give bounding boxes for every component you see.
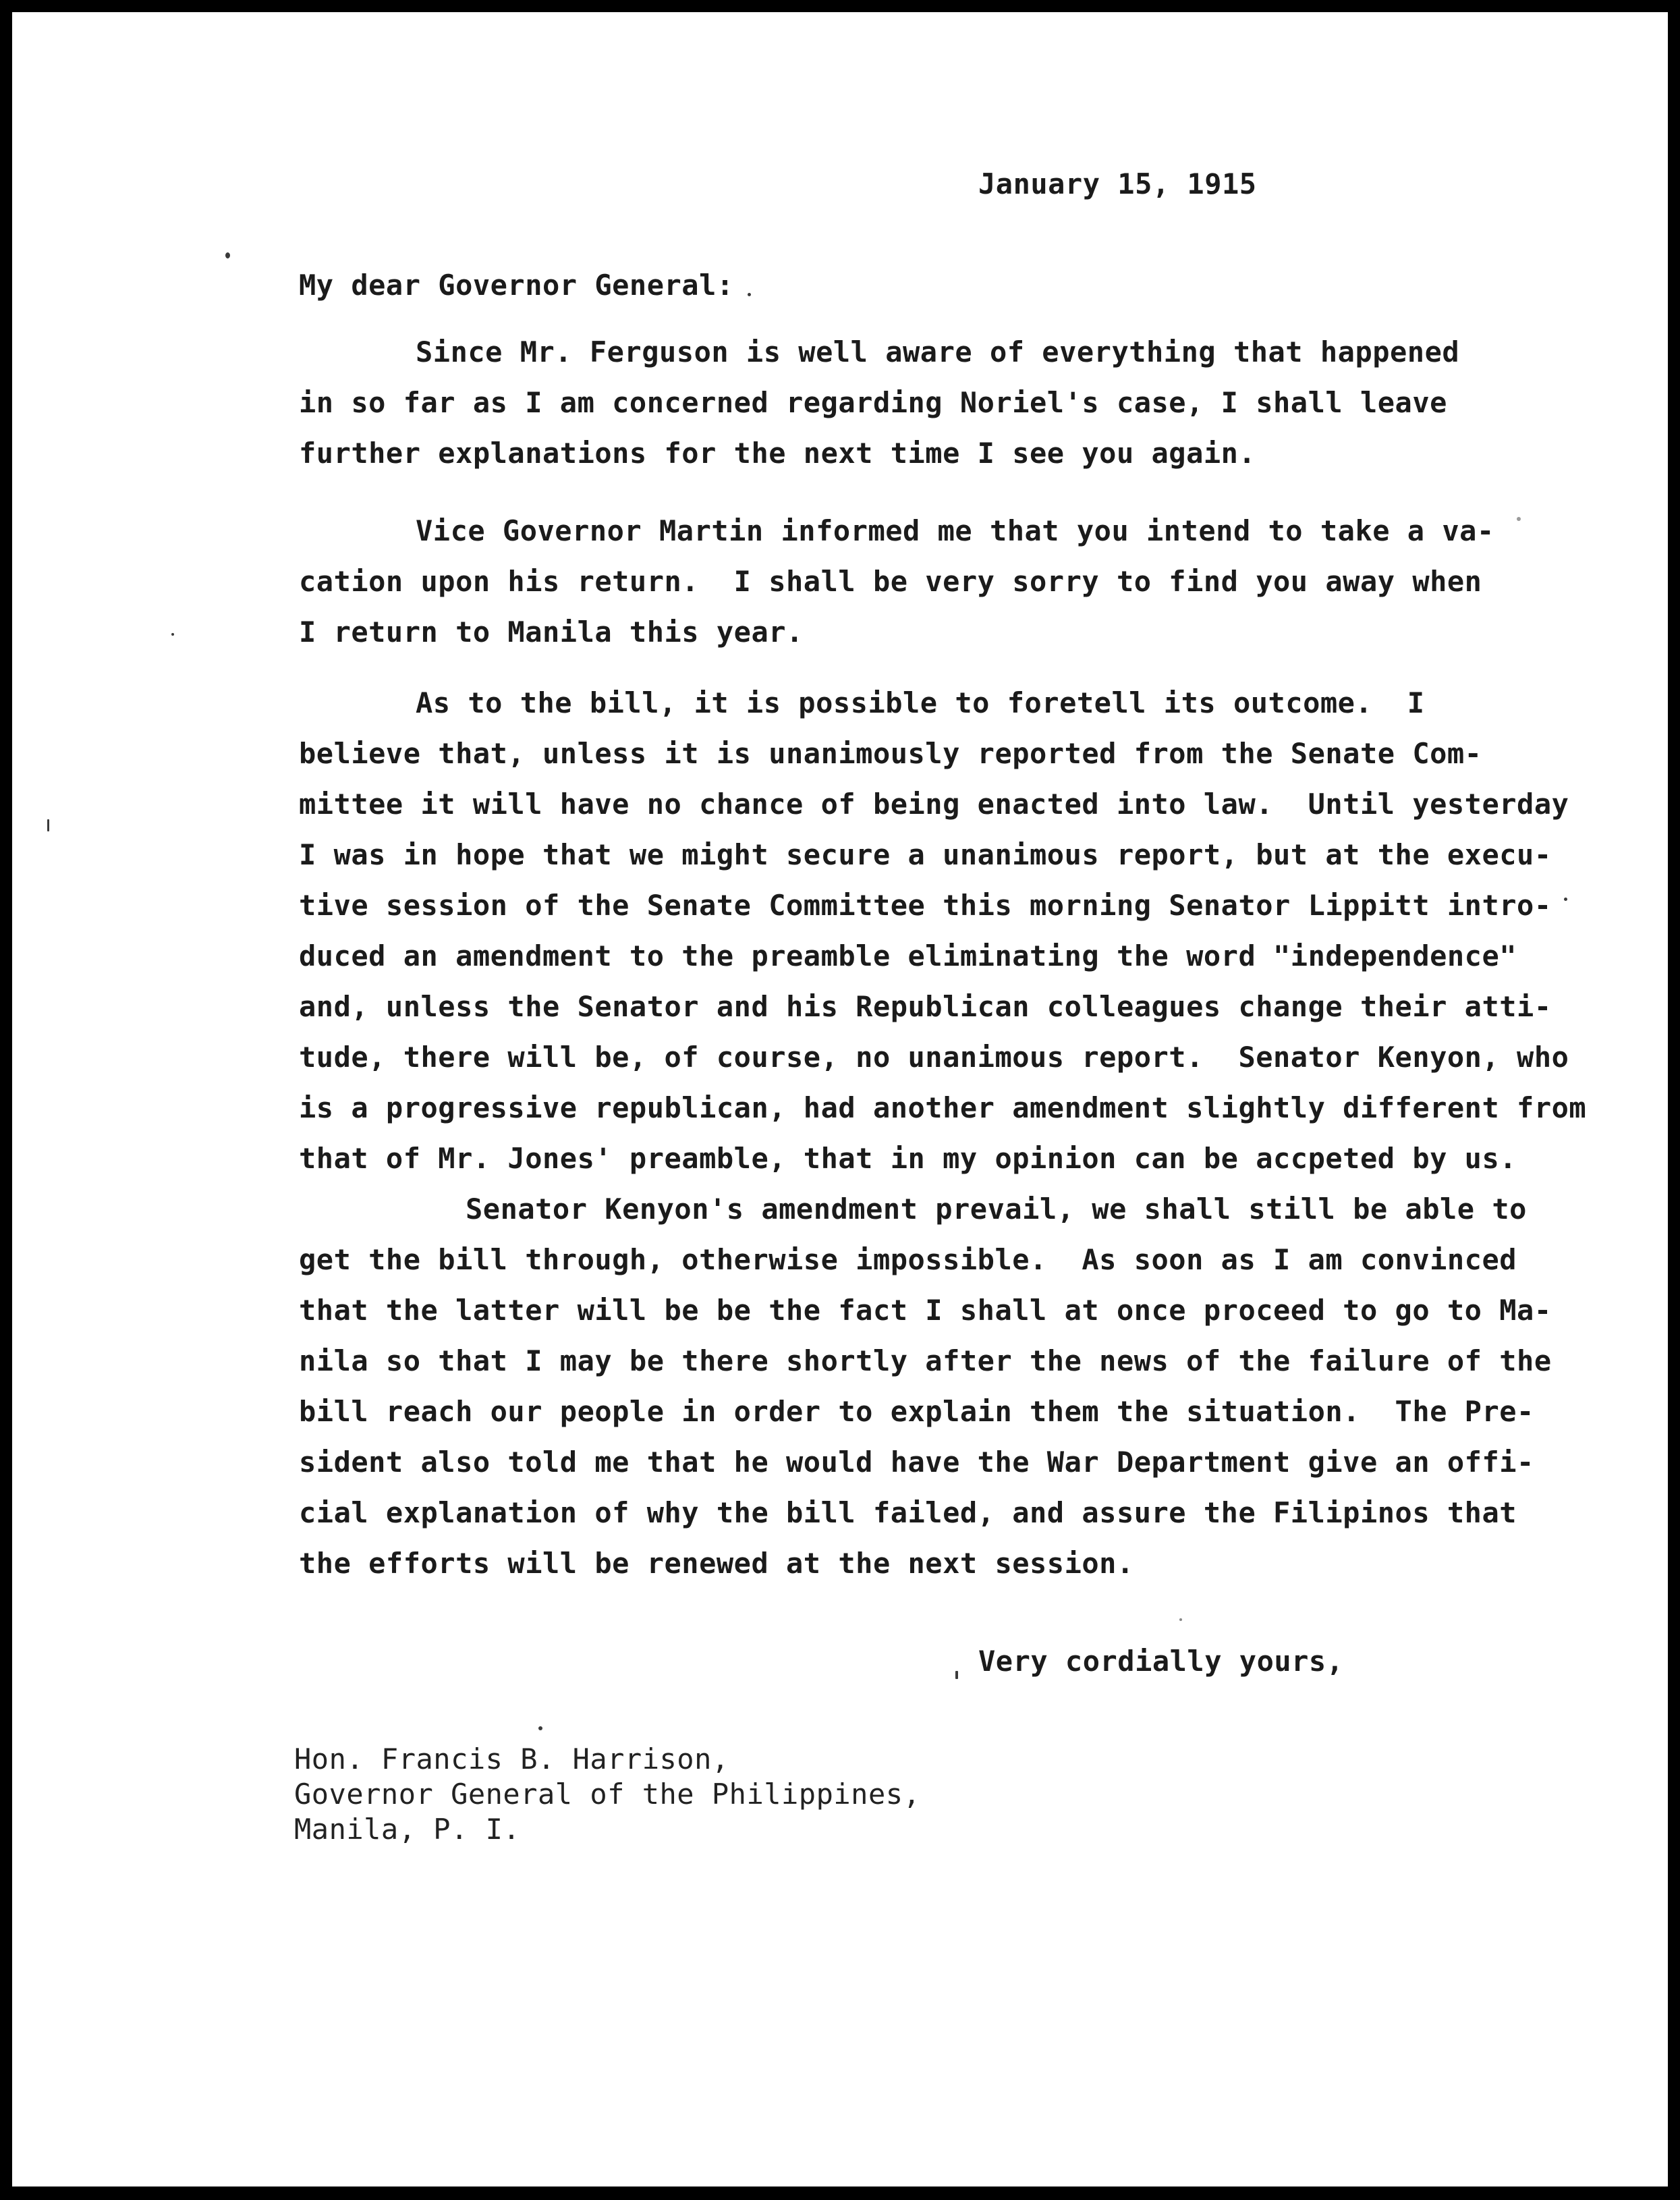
closing: Very cordially yours, bbox=[978, 1645, 1344, 1678]
addressee-line: Manila, P. I. bbox=[294, 1813, 521, 1846]
scan-speck bbox=[1179, 1618, 1182, 1621]
scan-speck bbox=[171, 633, 174, 636]
paragraph-line: believe that, unless it is unanimously reported from the Senate Com- bbox=[299, 737, 1482, 770]
paragraph-line: As to the bill, it is possible to foretell its outcome. I bbox=[416, 686, 1425, 719]
paragraph-line: I was in hope that we might secure a unanimous report, but at the execu- bbox=[299, 838, 1552, 871]
paragraph-line: that the latter will be be the fact I shall at once proceed to go to Ma- bbox=[299, 1294, 1552, 1327]
scan-speck bbox=[1517, 517, 1521, 521]
paragraph-line: Since Mr. Ferguson is well aware of everything that happened bbox=[416, 335, 1460, 368]
paragraph-line: get the bill through, otherwise impossible. As soon as I am convinced bbox=[299, 1243, 1517, 1276]
paragraph-line: nila so that I may be there shortly after the news of the failure of the bbox=[299, 1344, 1552, 1377]
paragraph-line: the efforts will be renewed at the next session. bbox=[299, 1547, 1134, 1580]
scan-speck bbox=[748, 293, 751, 296]
scan-speck bbox=[47, 819, 49, 831]
paragraph-line: Senator Kenyon's amendment prevail, we shall still be able to bbox=[466, 1192, 1527, 1226]
letter-page bbox=[12, 12, 1668, 2187]
letter-date: January 15, 1915 bbox=[978, 167, 1257, 200]
paragraph-line: in so far as I am concerned regarding Noriel's case, I shall leave bbox=[299, 386, 1447, 419]
paragraph-line: cation upon his return. I shall be very sorry to find you away when bbox=[299, 565, 1482, 598]
paragraph-line: tude, there will be, of course, no unanimous report. Senator Kenyon, who bbox=[299, 1041, 1569, 1074]
addressee-line: Governor General of the Philippines, bbox=[294, 1778, 921, 1811]
paragraph-line: Vice Governor Martin informed me that you intend to take a va- bbox=[416, 514, 1494, 547]
paragraph-line: sident also told me that he would have the War Department give an offi- bbox=[299, 1446, 1534, 1479]
paragraph-line: further explanations for the next time I see you again. bbox=[299, 437, 1256, 470]
scan-speck bbox=[955, 1671, 958, 1679]
paragraph-line: cial explanation of why the bill failed, and assure the Filipinos that bbox=[299, 1496, 1517, 1529]
paragraph-line: mittee it will have no chance of being enacted into law. Until yesterday bbox=[299, 788, 1569, 821]
paragraph-line: I return to Manila this year. bbox=[299, 615, 804, 649]
paragraph-line: that of Mr. Jones' preamble, that in my opinion can be accpeted by us. bbox=[299, 1142, 1517, 1175]
scan-speck bbox=[538, 1726, 542, 1730]
addressee-line: Hon. Francis B. Harrison, bbox=[294, 1742, 729, 1776]
scan-speck bbox=[1564, 898, 1567, 901]
scan-speck bbox=[225, 252, 230, 258]
paragraph-line: is a progressive republican, had another amendment slightly different from bbox=[299, 1091, 1587, 1124]
paragraph-line: bill reach our people in order to explain them the situation. The Pre- bbox=[299, 1395, 1534, 1428]
paragraph-line: duced an amendment to the preamble eliminating the word "independence" bbox=[299, 939, 1517, 972]
salutation: My dear Governor General: bbox=[299, 269, 734, 302]
paragraph-line: tive session of the Senate Committee this morning Senator Lippitt intro- bbox=[299, 889, 1552, 922]
paragraph-line: and, unless the Senator and his Republican colleagues change their atti- bbox=[299, 990, 1552, 1023]
